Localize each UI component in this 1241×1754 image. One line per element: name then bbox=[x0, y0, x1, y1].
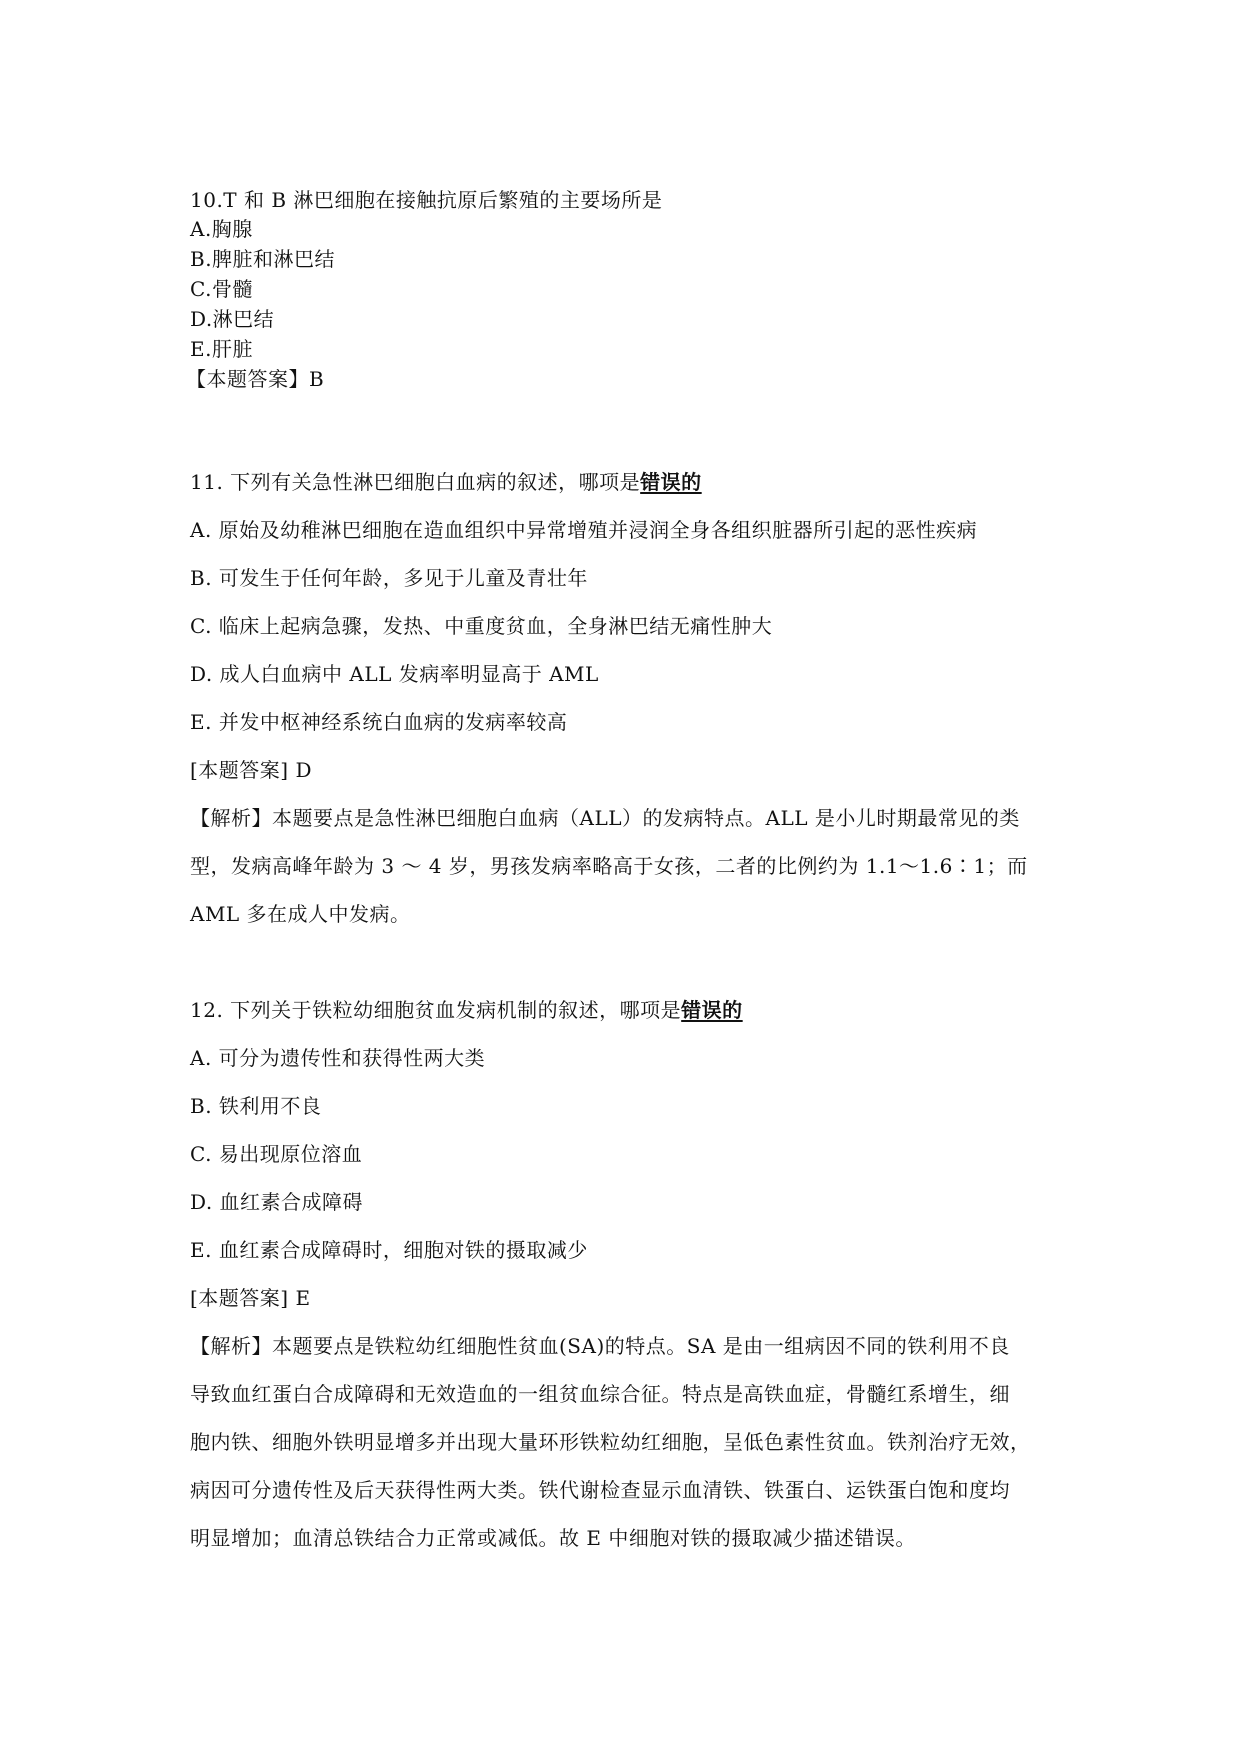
question-11-stem-emphasis: 错误的 bbox=[640, 470, 702, 494]
question-10-answer: 【本题答案】B bbox=[186, 367, 325, 391]
question-11-stem bbox=[190, 468, 702, 496]
question-12-option-d: D. 血红素合成障碍 bbox=[190, 1190, 364, 1214]
question-11-analysis-line-2: 型，发病高峰年龄为 3 ～ 4 岁，男孩发病率略高于女孩，二者的比例约为 1.1～1.6∶1；而 bbox=[190, 854, 1028, 878]
question-12-stem bbox=[190, 996, 743, 1024]
question-12-option-c: C. 易出现原位溶血 bbox=[190, 1142, 363, 1166]
question-10-option-b: B.脾脏和淋巴结 bbox=[190, 247, 336, 271]
question-11-analysis-line-1: 【解析】本题要点是急性淋巴细胞白血病（ALL）的发病特点。ALL 是小儿时期最常见的类 bbox=[190, 806, 1020, 830]
question-12-option-b: B. 铁利用不良 bbox=[190, 1094, 322, 1118]
question-11-stem-text: 11. 下列有关急性淋巴细胞白血病的叙述，哪项是 bbox=[190, 470, 641, 494]
question-12-stem-text: 12. 下列关于铁粒幼细胞贫血发病机制的叙述，哪项是 bbox=[190, 998, 682, 1022]
question-12-option-e: E. 血红素合成障碍时，细胞对铁的摄取减少 bbox=[190, 1238, 588, 1262]
question-11-option-c: C. 临床上起病急骤，发热、中重度贫血，全身淋巴结无痛性肿大 bbox=[190, 614, 773, 638]
question-11-answer: [本题答案] D bbox=[190, 758, 312, 782]
question-10-option-e: E.肝脏 bbox=[190, 337, 253, 361]
question-12-analysis-line-2: 导致血红蛋白合成障碍和无效造血的一组贫血综合征。特点是高铁血症，骨髓红系增生，细 bbox=[190, 1382, 1010, 1406]
question-11-option-e: E. 并发中枢神经系统白血病的发病率较高 bbox=[190, 710, 568, 734]
question-12-option-a: A. 可分为遗传性和获得性两大类 bbox=[190, 1046, 486, 1070]
question-10-stem: 10.T 和 B 淋巴细胞在接触抗原后繁殖的主要场所是 bbox=[190, 188, 663, 212]
question-12-analysis-line-5: 明显增加；血清总铁结合力正常或减低。故 E 中细胞对铁的摄取减少描述错误。 bbox=[190, 1526, 916, 1550]
question-12-stem-emphasis: 错误的 bbox=[681, 998, 743, 1022]
question-10-option-c: C.骨髓 bbox=[190, 277, 253, 301]
question-11-analysis-line-3: AML 多在成人中发病。 bbox=[190, 902, 411, 926]
question-10-option-a: A.胸腺 bbox=[190, 217, 253, 241]
question-10-option-d: D.淋巴结 bbox=[190, 307, 275, 331]
question-11-option-a: A. 原始及幼稚淋巴细胞在造血组织中异常增殖并浸润全身各组织脏器所引起的恶性疾病 bbox=[190, 518, 978, 542]
question-12-analysis-line-3: 胞内铁、细胞外铁明显增多并出现大量环形铁粒幼红细胞，呈低色素性贫血。铁剂治疗无效， bbox=[190, 1430, 1031, 1454]
question-12-answer: [本题答案] E bbox=[190, 1286, 311, 1310]
question-12-analysis-line-1: 【解析】本题要点是铁粒幼红细胞性贫血(SA)的特点。SA 是由一组病因不同的铁利用不良 bbox=[190, 1334, 1010, 1358]
question-11-option-b: B. 可发生于任何年龄，多见于儿童及青壮年 bbox=[190, 566, 588, 590]
question-11-option-d: D. 成人白血病中 ALL 发病率明显高于 AML bbox=[190, 662, 599, 686]
question-12-analysis-line-4: 病因可分遗传性及后天获得性两大类。铁代谢检查显示血清铁、铁蛋白、运铁蛋白饱和度均 bbox=[190, 1478, 1010, 1502]
